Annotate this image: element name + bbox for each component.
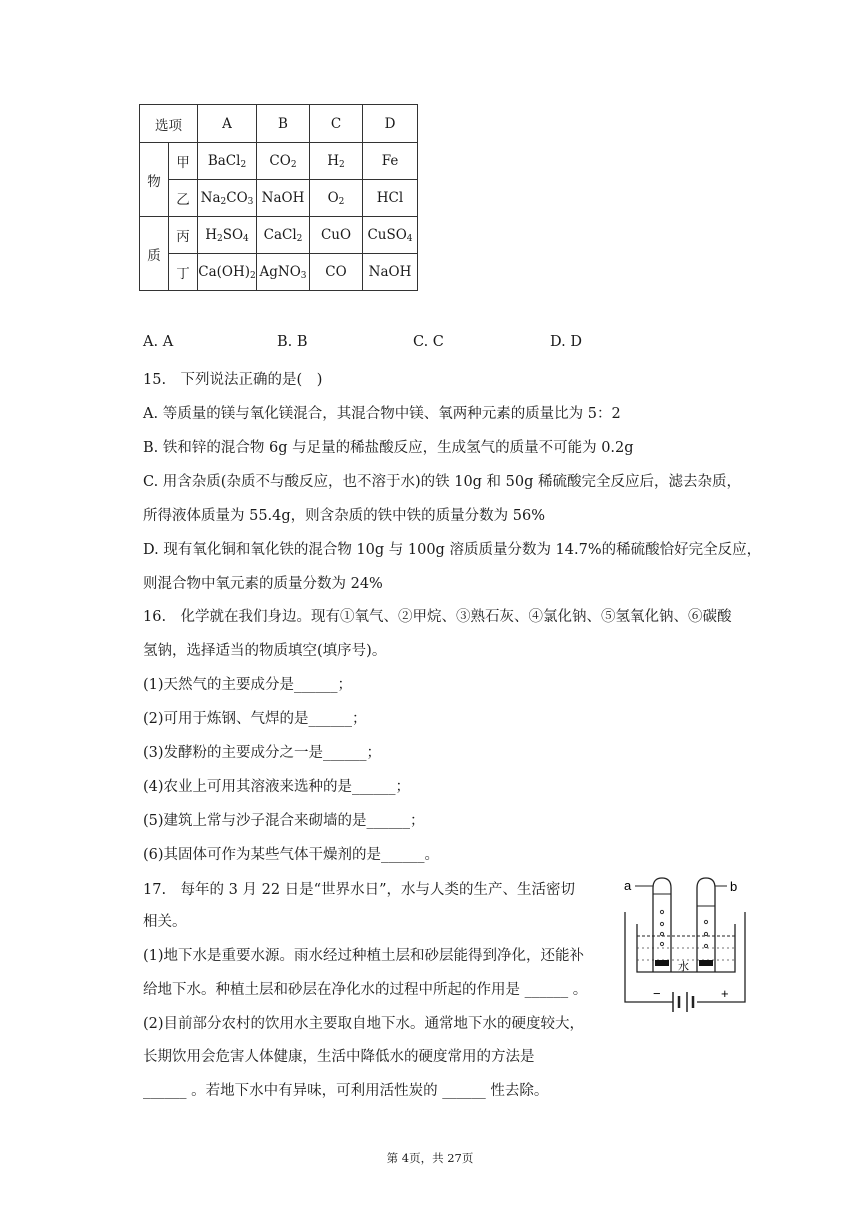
table-row-label: 丁 — [169, 254, 198, 291]
table-cell: Fe — [363, 143, 418, 180]
table-col-header: B — [257, 105, 310, 143]
table-cell: $CO_2$ — [257, 143, 310, 180]
q17-line-6: 长期饮用会危害人体健康，生活中降低水的硬度常用的方法是 — [143, 1049, 535, 1065]
option-a: A. A — [143, 334, 174, 350]
table-cell: CuSO$_4$ — [363, 217, 418, 254]
table-cell: HCl — [363, 180, 418, 217]
water-label: 水 — [678, 960, 689, 973]
table-cell: CO — [310, 254, 363, 291]
electrode-icon — [699, 960, 713, 966]
table-cell: NaOH — [363, 254, 418, 291]
q16-stem: 16. 化学就在我们身边。现有①氧气、②甲烷、③熟石灰、④氯化钠、⑤氢氧化钠、⑥碳酸 — [143, 609, 732, 625]
table-cell: $H_2$ — [310, 143, 363, 180]
q16-item-1: (1)天然气的主要成分是______； — [143, 677, 353, 693]
table-cell: CuO — [310, 217, 363, 254]
q15-option-d: D. 现有氧化铜和氧化铁的混合物 10g 与 100g 溶质质量分数为 14.7%的稀硫酸恰好完全反应， — [143, 542, 762, 558]
q15-option-a: A. 等质量的镁与氧化镁混合，其混合物中镁、氧两种元素的质量比为 5：2 — [143, 406, 621, 422]
table-row-label: 丙 — [169, 217, 198, 254]
table-cell: $H_2SO_4$ — [198, 217, 257, 254]
q15-option-c-cont: 所得液体质量为 55.4g，则含杂质的铁中铁的质量分数为 56% — [143, 508, 546, 524]
table-cell: AgNO$_3$ — [257, 254, 310, 291]
label-b: b — [730, 879, 738, 894]
option-d: D. D — [550, 334, 582, 350]
q17-line-4: 给地下水。种植土层和砂层在净化水的过程中所起的作用是 ______ 。 — [143, 982, 588, 998]
table-col-header: C — [310, 105, 363, 143]
q15-stem: 15. 下列说法正确的是( ) — [143, 372, 323, 388]
table-header-label: 选项 — [140, 105, 198, 143]
table-row-label: 甲 — [169, 143, 198, 180]
table-cell: $Na_2CO_3$ — [198, 180, 257, 217]
plus-label: + — [721, 986, 729, 1001]
option-b: B. B — [277, 334, 308, 350]
q16-item-2: (2)可用于炼钢、气焊的是______； — [143, 711, 367, 727]
table-cell: NaOH — [257, 180, 310, 217]
q16-item-6: (6)其固体可作为某些气体干燥剂的是______。 — [143, 847, 440, 863]
label-a: a — [624, 878, 632, 893]
table-row-label: 乙 — [169, 180, 198, 217]
q17-line-5: (2)目前部分农村的饮用水主要取自地下水。通常地下水的硬度较大， — [143, 1016, 585, 1032]
option-c: C. C — [413, 334, 444, 350]
table-cell: CaCl$_2$ — [257, 217, 310, 254]
page-footer: 第 4页，共 27页 — [386, 1151, 474, 1165]
q16-item-3: (3)发酵粉的主要成分之一是______； — [143, 745, 382, 761]
q15-option-b: B. 铁和锌的混合物 6g 与足量的稀盐酸反应，生成氢气的质量不可能为 0.2g — [143, 440, 634, 456]
table-group-label: 物 — [140, 143, 169, 217]
table-col-header: A — [198, 105, 257, 143]
q17-line-1: 17. 每年的 3 月 22 日是“世界水日”，水与人类的生产、生活密切 — [143, 882, 575, 898]
electrolysis-diagram — [615, 872, 755, 1027]
q17-line-7: ______ 。若地下水中有异味，可利用活性炭的 ______ 性去除。 — [143, 1083, 549, 1099]
minus-label: − — [653, 986, 661, 1001]
table-group-label: 质 — [140, 217, 169, 291]
table-cell: $Ca(OH)_2$ — [198, 254, 257, 291]
test-tube-a — [653, 878, 671, 972]
substance-table — [139, 104, 418, 291]
table-col-header: D — [363, 105, 418, 143]
table-cell: $O_2$ — [310, 180, 363, 217]
q16-item-4: (4)农业上可用其溶液来选种的是______； — [143, 779, 411, 795]
q17-line-2: 相关。 — [143, 914, 187, 930]
q15-option-c: C. 用含杂质(杂质不与酸反应，也不溶于水)的铁 10g 和 50g 稀硫酸完全反应后，滤去杂质， — [143, 474, 742, 490]
q16-stem-cont: 氢钠，选择适当的物质填空(填序号)。 — [143, 643, 387, 659]
q15-option-d-cont: 则混合物中氧元素的质量分数为 24% — [143, 576, 383, 592]
q17-line-3: (1)地下水是重要水源。雨水经过种植土层和砂层能得到净化，还能补 — [143, 948, 585, 964]
q16-item-5: (5)建筑上常与沙子混合来砌墙的是______； — [143, 813, 425, 829]
test-tube-b — [697, 878, 715, 972]
electrode-icon — [655, 960, 669, 966]
table-cell: BaCl$_2$ — [198, 143, 257, 180]
